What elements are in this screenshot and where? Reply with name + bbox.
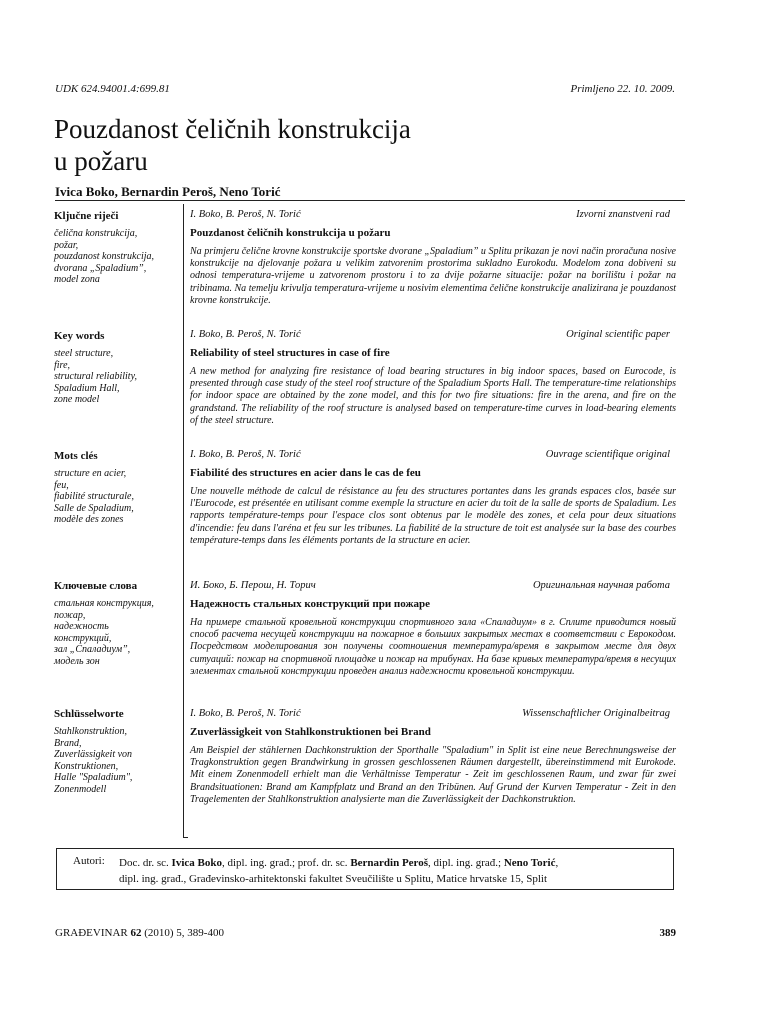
journal-issue: (2010) 5, 389-400 [141, 927, 224, 939]
abstract-text: Am Beispiel der stählernen Dachkonstruktion der Sporthalle "Spaladium" in Split ist eine neue Berechnungsweise der Tragkonstruktion gegen Brandwirkung in grossen geschlossenen Räumen dargestellt, übereinstimmend mit Eurokode. Mit einem Zonenmodell erhielt man die Verhältnisse Temperatur - Zeit im geschlossenen Raum, und zwar für zwei Brandsituationen: Brand am Kampfplatz und Brand an den Tribünen. Auf Grund der Kurven Temperatur - Zeit in den Tragelementen der Stahlkonstruktion analysierte man die Zuverlässigkeit der Dachkonstruktion. [190, 745, 676, 805]
page-number: 389 [659, 927, 676, 939]
keywords-heading: Ključne riječi [54, 210, 119, 222]
author-name: Ivica Boko [171, 857, 222, 869]
journal-volume: 62 [130, 927, 142, 939]
abstract-authors: I. Boko, B. Peroš, N. Torić [190, 209, 301, 220]
author-name: Bernardin Peroš [350, 857, 429, 869]
affiliation-text: , dipl. ing. građ.; prof. dr. sc. [221, 857, 351, 869]
keywords-heading: Mots clés [54, 450, 98, 462]
abstract-block-ru [190, 580, 676, 678]
abstract-text: Na primjeru čelične krovne konstrukcije sportske dvorane „Spaladium” u Splitu prikazan je novi način proračuna nosive konstrukcije na djelovanje požara u velikim zatvorenim prostorima sukladno Eurokodu. Modelom zona dobiveni su odnosi temperatura-vrijeme u zatvorenom prostoru i to za dvije požarne situacije: požar na borilištu i požar na tribinama. Na temelju krivulja temperatura-vrijeme u nosivim elementima čelične konstrukcije analizirana je pouzdanost krovne konstrukcije. [190, 246, 676, 306]
horizontal-rule [55, 200, 685, 201]
journal-citation [55, 927, 224, 939]
abstract-title: Zuverlässigkeit von Stahlkonstruktionen bei Brand [190, 726, 431, 738]
affiliation-text: , dipl. ing. građ.; [428, 857, 504, 869]
abstract-text: На примере стальной кровельной конструкции спортивного зала «Спаладиум» в г. Сплите приводится новый способ расчета несущей конструкции на пожарное в больших закрытых местах в соответствии с Еврокодом. Посредством моделирования зон получены соотношения температура/время в закрытом месте для двух ситуаций: пожар на спортивной площадке и пожар на трибунах. На базе кривых температура/время в несущих элементах стальной конструкции проведен анализ надежности кровельной конструкции. [190, 617, 676, 677]
paper-authors: Ivica Boko, Bernardin Peroš, Neno Torić [55, 184, 281, 199]
keywords-block-de [54, 708, 179, 795]
paper-type: Ouvrage scientifique original [545, 449, 670, 460]
received-date: Primljeno 22. 10. 2009. [570, 83, 675, 95]
affiliation-text: , [555, 857, 559, 869]
authors-affiliation-box [56, 848, 674, 890]
affiliation-line-1 [119, 855, 667, 871]
keywords-block-fr [54, 450, 179, 526]
rule-end-tick [183, 837, 188, 838]
authors-affiliation-text [119, 855, 667, 887]
authors-label: Autori: [73, 855, 105, 867]
affiliation-line-2: dipl. ing. građ., Građevinsko-arhitektonski fakultet Sveučilište u Splitu, Matice hrvatske 15, Split [119, 873, 548, 885]
abstract-authors: I. Boko, B. Peroš, N. Torić [190, 449, 301, 460]
abstract-title: Fiabilité des structures en acier dans le cas de feu [190, 467, 421, 479]
keywords-list: Stahlkonstruktion, Brand, Zuverlässigkeit von Konstruktionen, Halle "Spaladium", Zonenmodell [54, 726, 133, 795]
abstract-title: Надежность стальных конструкций при пожаре [190, 598, 430, 610]
paper-type: Original scientific paper [566, 329, 670, 340]
abstract-text: Une nouvelle méthode de calcul de résistance au feu des structures portantes dans les grands espaces clos, basée sur l'Eurocode, est présentée en utilisant comme exemple la structure en acier du toit de la salle de sports de Spaladium. Les rapports température-temps pour l'espace clos sont obtenus par le modèle des zones, et cela pour deux situations d'incendie: feu dans l'aréna et feu sur les tribunes. La fiabilité de la structure de toit est analysée sur la base des courbes température-temps dans les éléments portants de la structure en acier. [190, 486, 676, 546]
abstract-block-en [190, 329, 676, 427]
keywords-list: steel structure, fire, structural reliability, Spaladium Hall, zone model [54, 348, 137, 405]
keywords-heading: Schlüsselworte [54, 708, 124, 720]
abstract-text: A new method for analyzing fire resistance of load bearing structures in big indoor spaces, based on Eurocode, is presented through case study of the steel roof structure of the Spaladium Sports Hall. The temperature-time relationships for indoor space are obtained by the zone model, and this for two fire situations: fire in the arena, and fire on the grandstand. The reliability of the roof structure is analysed based on temperature-time curves in load-bearing elements of the steel structure. [190, 366, 676, 426]
abstract-authors: И. Боко, Б. Перош, Н. Торич [190, 580, 316, 591]
abstract-authors: I. Boko, B. Peroš, N. Torić [190, 708, 301, 719]
paper-title-line-1: Pouzdanost čeličnih konstrukcija [54, 114, 411, 144]
keywords-heading: Ключевые слова [54, 580, 138, 592]
abstract-title: Pouzdanost čeličnih konstrukcija u požaru [190, 227, 391, 239]
keywords-block-ru [54, 580, 179, 667]
keywords-block-en [54, 330, 179, 406]
abstract-title: Reliability of steel structures in case of fire [190, 347, 390, 359]
keywords-list: čelična konstrukcija, požar, pouzdanost konstrukcija, dvorana „Spaladium”, model zona [54, 228, 154, 285]
affiliation-text: Doc. dr. sc. [119, 857, 172, 869]
keywords-block-hr [54, 210, 179, 286]
abstract-authors: I. Boko, B. Peroš, N. Torić [190, 329, 301, 340]
author-name: Neno Torić [503, 857, 556, 869]
paper-title [54, 113, 654, 177]
keywords-heading: Key words [54, 330, 105, 342]
keywords-list: structure en acier, feu, fiabilité structurale, Salle de Spaladium, modèle des zones [54, 468, 134, 525]
paper-type: Izvorni znanstveni rad [576, 209, 670, 220]
paper-type: Оригинальная научная работа [532, 580, 670, 591]
abstract-block-de [190, 708, 676, 806]
keywords-list: стальная конструкция, пожар, надежность конструкций, зал „Спаладиум”, модель зон [54, 598, 154, 667]
abstract-block-fr [190, 449, 676, 547]
paper-title-line-2: u požaru [54, 146, 148, 176]
abstract-block-hr [190, 209, 676, 307]
udk-code: UDK 624.94001.4:699.81 [55, 83, 170, 95]
vertical-rule [183, 204, 184, 837]
paper-type: Wissenschaftlicher Originalbeitrag [522, 708, 670, 719]
journal-name: GRAĐEVINAR [55, 927, 131, 939]
